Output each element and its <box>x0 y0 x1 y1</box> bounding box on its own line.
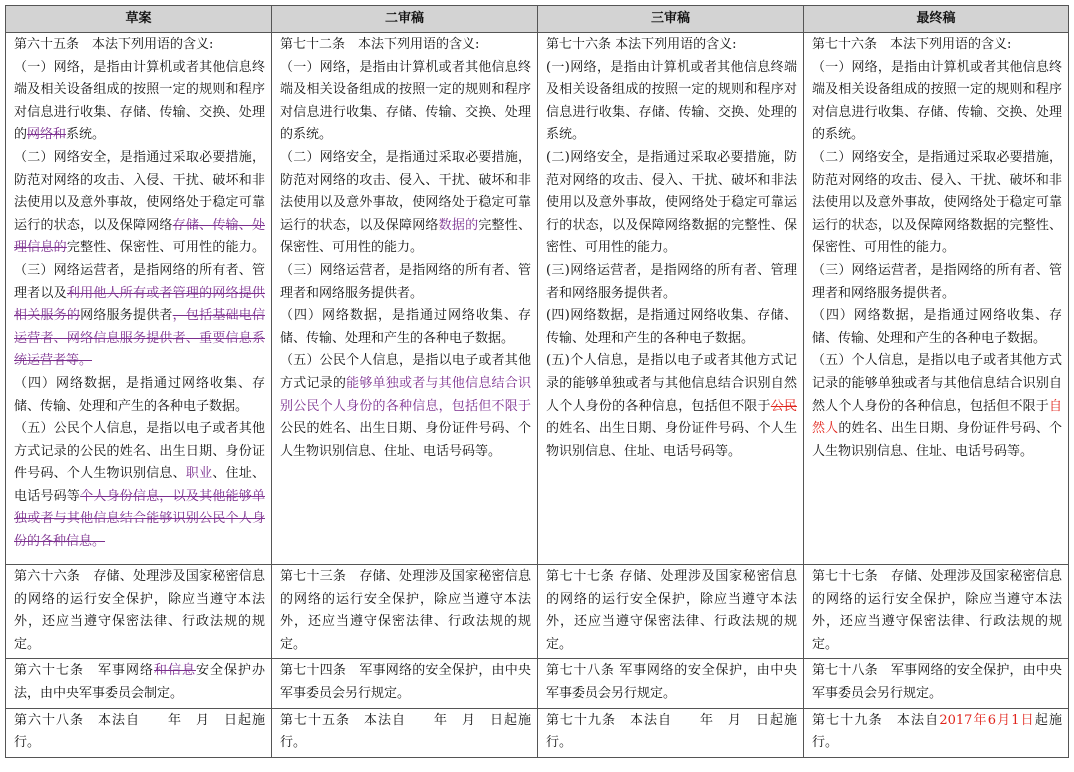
deleted-text: 存储、传输、处理信息的 <box>14 217 265 256</box>
definition-network-security <box>280 147 531 260</box>
header-final: 最终稿 <box>804 6 1069 33</box>
definition-network-operator: （三）网络运营者，是指网络的所有者、管理者和网络服务提供者。 <box>812 262 1062 301</box>
cell-final-military-network: 第七十八条 军事网络的安全保护，由中央军事委员会另行规定。 <box>804 659 1069 708</box>
inserted-text: 能够单独或者与其他信息结合识别公民个人身份的各种信息，包括但不限于 <box>280 375 531 414</box>
header-second-review: 二审稿 <box>272 6 538 33</box>
text: 的姓名、出生日期、身份证件号码、个人生物识别信息、住址、电话号码等。 <box>812 421 1062 459</box>
cell-third-military-network: 第七十八条 军事网络的安全保护，由中央军事委员会另行规定。 <box>538 659 804 708</box>
cell-final-definitions <box>804 33 1069 565</box>
definition-personal-info <box>280 350 531 463</box>
text: 第七十九条 本法自 <box>812 712 940 728</box>
cell-draft-definitions <box>6 33 272 565</box>
definition-personal-info <box>812 350 1062 463</box>
text: （五）公民个人信息，是指以电子或者其他方式记录的公民的姓名、出生日期、身份证件号码、个人生物识别信息、 <box>14 421 265 482</box>
definition-network-data: （四）网络数据，是指通过网络收集、存储、传输、处理和产生的各种电子数据。 <box>14 375 265 414</box>
text: 公民的姓名、出生日期、身份证件号码、个人生物识别信息、住址、电话号码等。 <box>280 421 531 459</box>
header-draft: 草案 <box>6 6 272 33</box>
text: 第六十七条 军事网络 <box>14 663 154 679</box>
cell-second-effective-date: 第七十五条 本法自 年 月 日起施行。 <box>272 708 538 757</box>
definition-network-operator: （三）网络运营者，是指网络的所有者、管理者和网络服务提供者。 <box>280 262 531 301</box>
deleted-text: 和信息 <box>153 663 196 679</box>
text: （二）网络安全，是指通过采取必要措施，防范对网络的攻击、侵入、干扰、破坏和非法使用以及意外事故，使网络处于稳定可靠运行的状态，以及保障网络 <box>280 149 531 233</box>
deleted-text: 利用他人所有或者管理的网络提供相关服务的 <box>14 285 265 324</box>
cell-draft-secret-network: 第六十六条 存储、处理涉及国家秘密信息的网络的运行安全保护，除应当遵守本法外，还应当遵守保密法律、行政法规的规定。 <box>6 565 272 659</box>
deleted-text: 网络和 <box>27 127 67 143</box>
cell-second-definitions <box>272 33 538 565</box>
definition-personal-info <box>546 350 797 463</box>
definition-network-security <box>14 147 265 373</box>
table-row <box>6 565 1069 659</box>
cell-third-secret-network: 第七十七条 存储、处理涉及国家秘密信息的网络的运行安全保护，除应当遵守本法外，还应当遵守保密法律、行政法规的规定。 <box>538 565 804 659</box>
definition-personal-info <box>14 418 265 554</box>
definition-network: (一)网络，是指由计算机或者其他信息终端及相关设备组成的按照一定的规则和程序对信息进行收集、存储、传输、交换、处理的系统。 <box>546 59 797 143</box>
text: （五）公民个人信息，是指以电子或者其他方式记录的 <box>280 353 531 391</box>
text: 网络服务提供者 <box>80 308 173 324</box>
header-third-review: 三审稿 <box>538 6 804 33</box>
article-intro: 第六十五条 本法下列用语的含义: <box>14 37 214 52</box>
text: 起施行。 <box>812 712 1062 751</box>
cell-second-military-network: 第七十四条 军事网络的安全保护，由中央军事委员会另行规定。 <box>272 659 538 708</box>
article-intro: 第七十二条 本法下列用语的含义: <box>280 37 480 52</box>
cell-second-secret-network: 第七十三条 存储、处理涉及国家秘密信息的网络的运行安全保护，除应当遵守本法外，还应当遵守保密法律、行政法规的规定。 <box>272 565 538 659</box>
cell-third-effective-date: 第七十九条 本法自 年 月 日起施行。 <box>538 708 804 757</box>
text: 、住址、电话号码等 <box>14 466 265 504</box>
inserted-text: 自然人 <box>812 398 1062 437</box>
definition-network-data: (四)网络数据，是指通过网络收集、存储、传输、处理和产生的各种电子数据。 <box>546 308 797 346</box>
article-intro: 第七十六条 本法下列用语的含义: <box>812 37 1012 52</box>
deleted-text: ，包括基础电信运营者、网络信息服务提供者、重要信息系统运营者等。 <box>14 308 265 369</box>
text: （五）个人信息，是指以电子或者其他方式记录的能够单独或者与其他信息结合识别自然人个人身份的各种信息，包括但不限于 <box>812 353 1062 414</box>
table-row <box>6 708 1069 757</box>
text: 完整性、保密性、可用性的能力。（三）网络运营者，是指网络的所有者、管理者以及 <box>14 240 265 301</box>
deleted-text: 公民 <box>770 398 797 414</box>
effective-date: 2017年6月1日 <box>939 712 1035 728</box>
header-row <box>6 6 1069 33</box>
table-row <box>6 33 1069 565</box>
text: 完整性、保密性、可用性的能力。 <box>280 217 531 256</box>
text: （一）网络，是指由计算机或者其他信息终端及相关设备组成的按照一定的规则和程序对信息进行收集、存储、传输、交换、处理的 <box>14 59 265 143</box>
definition-network-operator: (三)网络运营者，是指网络的所有者、管理者和网络服务提供者。 <box>546 262 797 301</box>
definition-network-security: (二)网络安全，是指通过采取必要措施，防范对网络的攻击、侵入、干扰、破坏和非法使用以及意外事故，使网络处于稳定可靠运行的状态，以及保障网络数据的完整性、保密性、可用性的能力。 <box>546 149 797 256</box>
text: (五)个人信息，是指以电子或者其他方式记录的能够单独或者与其他信息结合识别自然人个人身份的各种信息，包括但不限于 <box>546 353 797 414</box>
article-intro: 第七十六条 本法下列用语的含义: <box>546 37 737 52</box>
cell-third-definitions <box>538 33 804 565</box>
text: （二）网络安全，是指通过采取必要措施，防范对网络的攻击、入侵、干扰、破坏和非法使用以及意外事故，使网络处于稳定可靠运行的状态，以及保障网络 <box>14 149 265 233</box>
deleted-text: 个人身份信息，以及其他能够单独或者与其他信息结合能够识别公民个人身份的各种信息。 <box>14 488 265 550</box>
table-row <box>6 659 1069 708</box>
cell-final-secret-network: 第七十七条 存储、处理涉及国家秘密信息的网络的运行安全保护，除应当遵守本法外，还应当遵守保密法律、行政法规的规定。 <box>804 565 1069 659</box>
inserted-text: 数据的 <box>438 217 479 233</box>
definition-network <box>14 57 265 147</box>
cell-draft-effective-date: 第六十八条 本法自 年 月 日起施行。 <box>6 708 272 757</box>
cell-final-effective-date <box>804 708 1069 757</box>
text: 系统。 <box>66 127 106 143</box>
definition-network-security: （二）网络安全，是指通过采取必要措施，防范对网络的攻击、侵入、干扰、破坏和非法使用以及意外事故，使网络处于稳定可靠运行的状态，以及保障网络数据的完整性、保密性、可用性的能力。 <box>812 149 1062 256</box>
text: 的姓名、出生日期、身份证件号码、个人生物识别信息、住址、电话号码等。 <box>546 421 797 459</box>
definition-network-data: （四）网络数据，是指通过网络收集、存储、传输、处理和产生的各种电子数据。 <box>812 308 1062 346</box>
comparison-table <box>5 5 1069 758</box>
definition-network: （一）网络，是指由计算机或者其他信息终端及相关设备组成的按照一定的规则和程序对信息进行收集、存储、传输、交换、处理的系统。 <box>812 59 1062 143</box>
definition-network-data: （四）网络数据，是指通过网络收集、存储、传输、处理和产生的各种电子数据。 <box>280 308 531 346</box>
inserted-text: 职业 <box>185 466 213 482</box>
definition-network: （一）网络，是指由计算机或者其他信息终端及相关设备组成的按照一定的规则和程序对信息进行收集、存储、传输、交换、处理的系统。 <box>280 59 531 143</box>
text: 安全保护办法，由中央军事委员会制定。 <box>14 663 265 701</box>
cell-draft-military-network <box>6 659 272 708</box>
